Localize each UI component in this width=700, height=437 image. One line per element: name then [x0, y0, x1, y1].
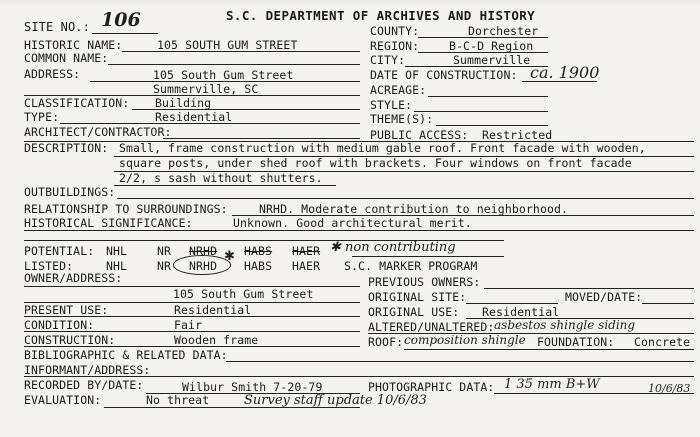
marker-program: S.C. MARKER PROGRAM	[344, 259, 478, 273]
type-value: Residential	[155, 110, 233, 124]
department-title: S.C. DEPARTMENT OF ARCHIVES AND HISTORY	[226, 8, 536, 23]
listed-habs: HABS	[244, 259, 273, 273]
roof-value: composition shingle	[404, 333, 526, 347]
listed-nr: NR	[157, 259, 172, 273]
condition-value: Fair	[174, 318, 203, 332]
original-use-value: Residential	[482, 305, 560, 319]
listed-nrhd: NRHD	[189, 259, 218, 273]
roof-line	[404, 349, 694, 350]
condition-line	[24, 331, 360, 332]
classification-value: Building	[155, 96, 212, 110]
common-name-label: COMMON NAME:	[24, 51, 109, 65]
construction-label: CONSTRUCTION:	[24, 333, 116, 347]
photographic-label: PHOTOGRAPHIC DATA:	[368, 380, 495, 394]
original-use-label: ORIGINAL USE:	[368, 305, 460, 319]
owner-label: OWNER/ADDRESS:	[24, 271, 123, 285]
photographic-line	[494, 393, 694, 394]
potential-nr: NR	[157, 244, 172, 258]
altered-label: ALTERED/UNALTERED:	[368, 320, 495, 334]
present-use-line	[24, 316, 360, 317]
recorded-label: RECORDED BY/DATE:	[24, 378, 144, 392]
common-name-line	[108, 64, 360, 65]
construction-date-line	[522, 81, 597, 82]
potential-habs: HABS	[244, 244, 273, 258]
present-use-label: PRESENT USE:	[24, 303, 109, 317]
acreage-label: ACREAGE:	[370, 83, 427, 97]
bibliographic-label: BIBLIOGRAPHIC & RELATED DATA:	[24, 348, 228, 362]
type-line	[60, 123, 360, 124]
potential-nrhd: NRHD	[189, 244, 218, 258]
historic-name-label: HISTORIC NAME:	[24, 38, 123, 52]
description-rule3	[114, 185, 336, 186]
significance-line	[24, 230, 694, 231]
region-label: REGION:	[370, 39, 420, 53]
altered-value: asbestos shingle siding	[494, 318, 636, 332]
style-label: STYLE:	[370, 98, 413, 112]
site-no-value: 106	[101, 9, 141, 31]
classification-label: CLASSIFICATION:	[24, 96, 130, 110]
recorded-value: Wilbur Smith 7-20-79	[182, 380, 323, 394]
foundation-value: Concrete	[634, 335, 691, 349]
previous-owners-line	[484, 288, 694, 289]
listed-star: ✱	[224, 249, 235, 264]
evaluation-label: EVALUATION:	[24, 393, 102, 407]
relationship-label: RELATIONSHIP TO SURROUNDINGS:	[24, 202, 228, 216]
site-no-label: SITE NO.:	[24, 20, 90, 34]
architect-label: ARCHITECT/CONTRACTOR:	[24, 125, 172, 139]
bibliographic-line	[226, 361, 694, 362]
public-access-label: PUBLIC ACCESS:	[370, 128, 469, 142]
scan-top-edge	[0, 0, 700, 6]
original-site-label: ORIGINAL SITE:	[368, 290, 467, 304]
potential-nhl: NHL	[106, 244, 128, 258]
city-label: CITY:	[370, 53, 406, 67]
foundation-label: FOUNDATION:	[537, 335, 615, 349]
moved-date-label: MOVED/DATE:	[565, 290, 643, 304]
city-value: Summerville	[453, 53, 531, 67]
evaluation-note: Survey staff update 10/6/83	[244, 393, 427, 408]
outbuildings-label: OUTBUILDINGS:	[24, 185, 116, 199]
county-label: COUNTY:	[370, 24, 420, 38]
address-label: ADDRESS:	[24, 67, 81, 81]
non-contributing-note: ✱ non contributing	[330, 240, 456, 255]
moved-date-line	[642, 303, 694, 304]
architect-line	[163, 138, 360, 139]
county-line	[418, 37, 548, 38]
construction-date-value: ca. 1900	[530, 63, 600, 82]
original-site-line	[466, 303, 558, 304]
theme-line	[436, 125, 548, 126]
evaluation-value: No threat	[146, 393, 210, 407]
description-line2: square posts, under shed roof with brackets. Four windows on front facade	[119, 156, 632, 170]
informant-label: INFORMANT/ADDRESS:	[24, 363, 151, 377]
potential-haer: HAER	[292, 244, 321, 258]
condition-label: CONDITION:	[24, 318, 95, 332]
potential-label: POTENTIAL:	[24, 244, 95, 258]
listed-label: LISTED:	[24, 259, 74, 273]
photographic-value: 1 35 mm B+W	[504, 377, 600, 392]
description-line3: 2/2, s sash without shutters.	[119, 171, 323, 185]
significance-value: Unknown. Good architectural merit.	[233, 216, 472, 230]
construction-line	[24, 346, 360, 347]
acreage-line	[428, 96, 548, 97]
type-label: TYPE:	[24, 110, 60, 124]
evaluation-line	[104, 407, 360, 408]
owner-address: 105 South Gum Street	[173, 287, 314, 301]
listed-haer: HAER	[292, 259, 321, 273]
significance-label: HISTORICAL SIGNIFICANCE:	[24, 216, 193, 230]
photographic-date: 10/6/83	[648, 382, 691, 395]
listed-nhl: NHL	[106, 259, 128, 273]
construction-date-label: DATE OF CONSTRUCTION:	[370, 68, 518, 82]
historic-name-line	[122, 51, 360, 52]
county-value: Dorchester	[468, 24, 539, 38]
construction-value: Wooden frame	[174, 333, 259, 347]
roof-label: ROOF:	[368, 335, 404, 349]
theme-label: THEME(S):	[370, 112, 434, 126]
outbuildings-line	[117, 198, 694, 199]
potential-note-rule	[352, 256, 504, 257]
description-line1: Small, frame construction with medium gable roof. Front facade with wooden,	[119, 141, 646, 155]
region-value: B-C-D Region	[449, 39, 534, 53]
city-line	[405, 66, 548, 67]
relationship-value: NRHD. Moderate contribution to neighborhood.	[259, 202, 569, 216]
historic-name-value: 105 SOUTH GUM STREET	[157, 38, 298, 52]
present-use-value: Residential	[174, 303, 252, 317]
previous-owners-label: PREVIOUS OWNERS:	[368, 275, 481, 289]
site-no-line	[92, 33, 158, 34]
description-label: DESCRIPTION:	[24, 141, 109, 155]
public-access-value: Restricted	[482, 128, 553, 142]
address-line2: Summerville, SC	[153, 82, 259, 96]
address-line1: 105 South Gum Street	[153, 68, 294, 82]
style-line	[414, 111, 548, 112]
